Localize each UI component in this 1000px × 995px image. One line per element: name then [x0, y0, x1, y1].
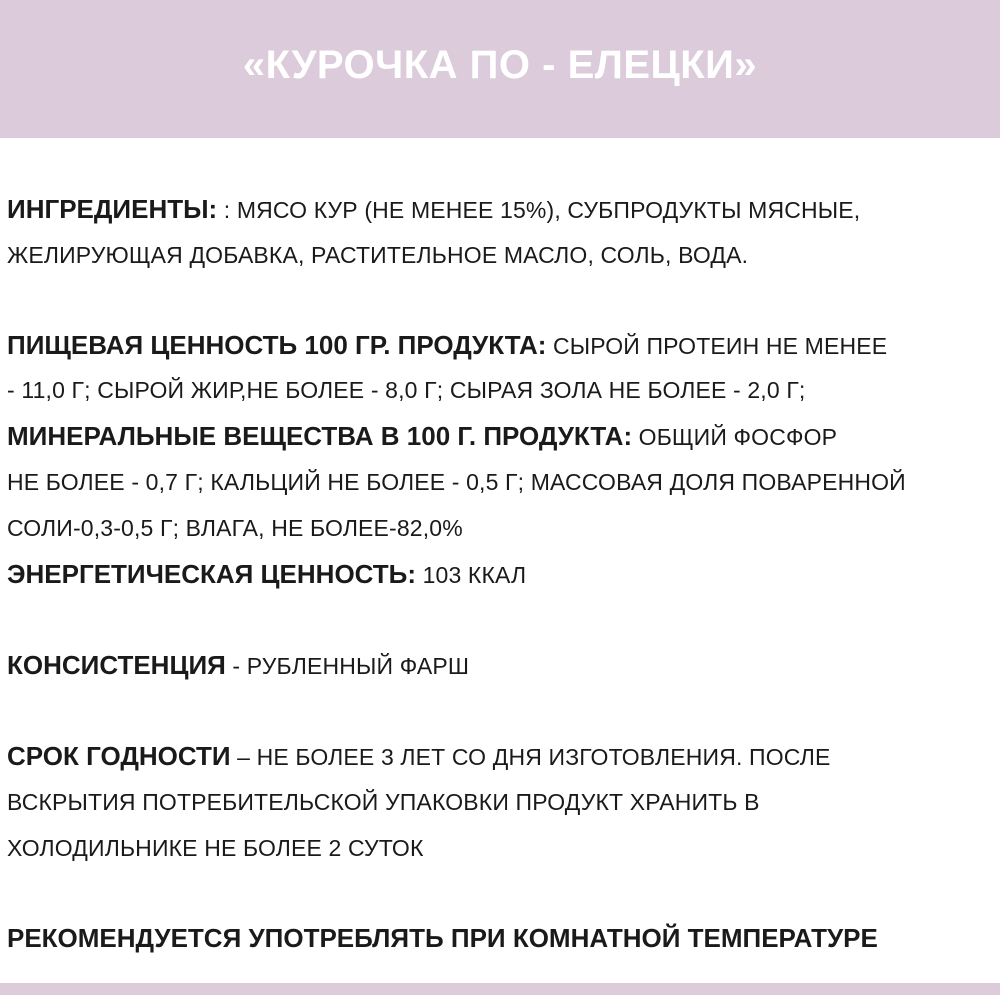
ingredients-label: ИНГРЕДИЕНТЫ:	[7, 194, 218, 224]
consistency-value: - РУБЛЕННЫЙ ФАРШ	[225, 653, 470, 679]
ingredients-text-2: ЖЕЛИРУЮЩАЯ ДОБАВКА, РАСТИТЕЛЬНОЕ МАСЛО, СОЛЬ, ВОДА.	[7, 242, 749, 268]
minerals-label: МИНЕРАЛЬНЫЕ ВЕЩЕСТВА В 100 Г. ПРОДУКТА:	[7, 421, 633, 451]
minerals-line-3	[7, 513, 463, 543]
recommendation-text: РЕКОМЕНДУЕТСЯ УПОТРЕБЛЯТЬ ПРИ КОМНАТНОЙ ТЕМПЕРАТУРЕ	[7, 923, 878, 953]
product-title: «КУРОЧКА ПО - ЕЛЕЦКИ»	[242, 42, 758, 87]
energy-value: 103 ККАЛ	[416, 562, 527, 588]
ingredients-line-1	[7, 194, 860, 225]
ingredients-text-1: : МЯСО КУР (НЕ МЕНЕЕ 15%), СУБПРОДУКТЫ МЯСНЫЕ,	[217, 197, 861, 223]
minerals-text-3: СОЛИ-0,3-0,5 Г; ВЛАГА, НЕ БОЛЕЕ-82,0%	[7, 515, 463, 541]
nutrition-line-2	[7, 375, 805, 405]
minerals-line-2	[7, 467, 906, 497]
nutrition-line-1	[7, 330, 887, 361]
nutrition-label: ПИЩЕВАЯ ЦЕННОСТЬ 100 ГР. ПРОДУКТА:	[7, 330, 547, 360]
footer-bar	[0, 983, 1000, 995]
nutrition-text-1: СЫРОЙ ПРОТЕИН НЕ МЕНЕЕ	[546, 333, 888, 359]
shelf-life-text-3: ХОЛОДИЛЬНИКЕ НЕ БОЛЕЕ 2 СУТОК	[7, 835, 424, 861]
shelf-life-line-3	[7, 833, 424, 863]
title-banner	[0, 0, 1000, 138]
shelf-life-text-2: ВСКРЫТИЯ ПОТРЕБИТЕЛЬСКОЙ УПАКОВКИ ПРОДУКТ ХРАНИТЬ В	[7, 789, 760, 815]
shelf-life-label: СРОК ГОДНОСТИ	[7, 741, 231, 771]
consistency-line	[7, 650, 469, 681]
nutrition-text-2: - 11,0 Г; СЫРОЙ ЖИР,НЕ БОЛЕЕ - 8,0 Г; СЫРАЯ ЗОЛА НЕ БОЛЕЕ - 2,0 Г;	[7, 377, 806, 403]
shelf-life-text-1: – НЕ БОЛЕЕ 3 ЛЕТ СО ДНЯ ИЗГОТОВЛЕНИЯ. ПОСЛЕ	[230, 744, 831, 770]
shelf-life-line-1	[7, 741, 831, 772]
ingredients-line-2	[7, 240, 748, 270]
minerals-line-1	[7, 421, 837, 452]
energy-label: ЭНЕРГЕТИЧЕСКАЯ ЦЕННОСТЬ:	[7, 559, 417, 589]
minerals-text-2: НЕ БОЛЕЕ - 0,7 Г; КАЛЬЦИЙ НЕ БОЛЕЕ - 0,5 Г; МАССОВАЯ ДОЛЯ ПОВАРЕННОЙ	[7, 469, 906, 495]
minerals-text-1: ОБЩИЙ ФОСФОР	[632, 424, 838, 450]
energy-line	[7, 559, 526, 590]
shelf-life-line-2	[7, 787, 760, 817]
consistency-label: КОНСИСТЕНЦИЯ	[7, 650, 226, 680]
recommendation-line	[7, 923, 878, 954]
